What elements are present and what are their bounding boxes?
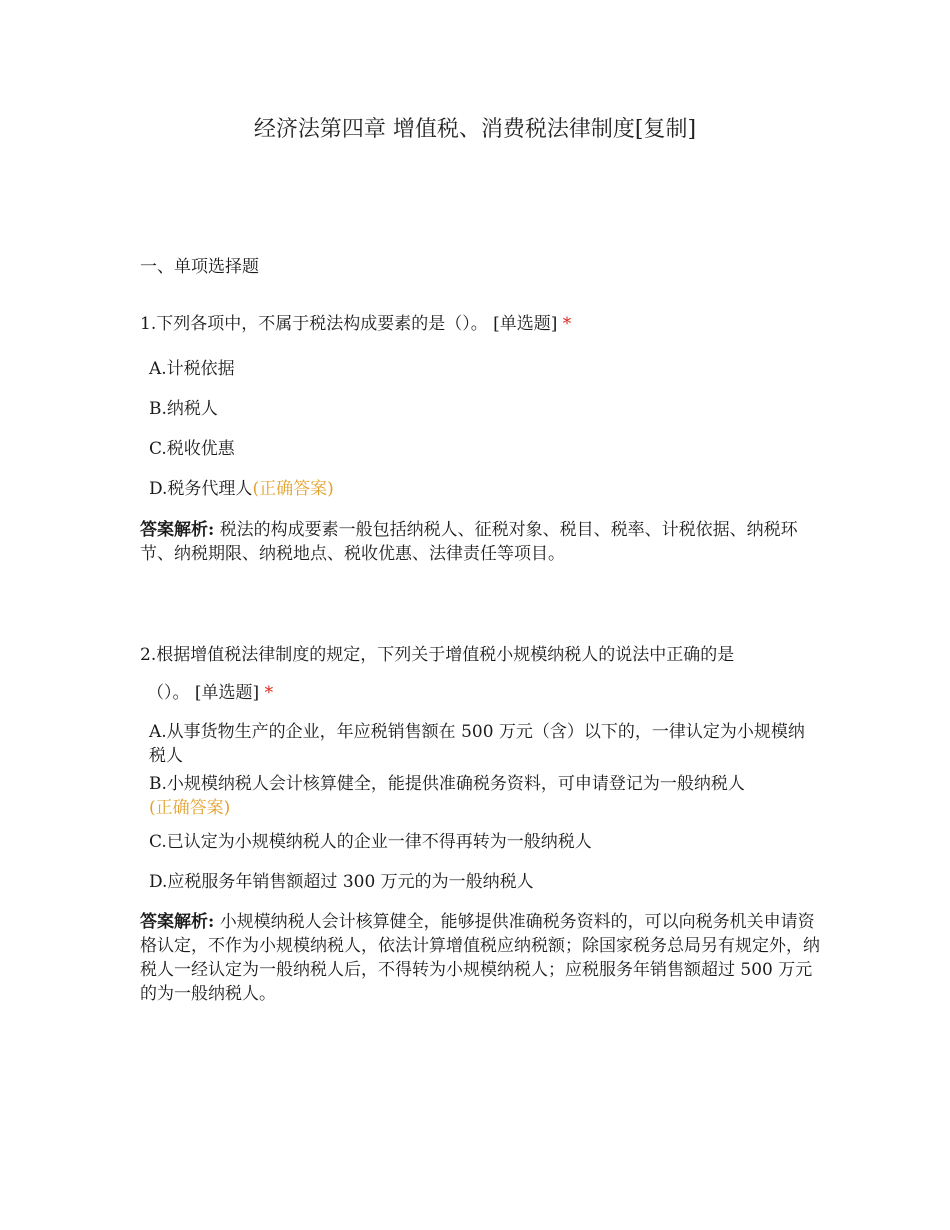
q2-analysis — [140, 910, 820, 1006]
analysis-label: 答案解析: — [140, 912, 215, 932]
question-1-stem — [140, 312, 820, 336]
question-2-stem-line2 — [147, 681, 827, 705]
q1-analysis-text: 税法的构成要素一般包括纳税人、征税对象、税目、税率、计税依据、纳税环节、纳税期限、纳税地点、税收优惠、法律责任等项目。 — [140, 520, 798, 564]
analysis-label: 答案解析: — [140, 520, 215, 540]
q2-option-b[interactable] — [149, 772, 809, 820]
document-title: 经济法第四章 增值税、消费税法律制度[复制] — [253, 117, 697, 142]
q1-option-d[interactable] — [149, 477, 809, 501]
q1-option-c[interactable]: C.税收优惠 — [149, 439, 235, 459]
question-1-text: 1.下列各项中，不属于税法构成要素的是（）。 [单选题] — [140, 314, 563, 334]
q1-option-d-text: D.税务代理人 — [149, 479, 253, 499]
required-mark: * — [562, 314, 572, 334]
q1-option-b[interactable]: B.纳税人 — [149, 399, 218, 419]
q2-option-c[interactable]: C.已认定为小规模纳税人的企业一律不得再转为一般纳税人 — [149, 832, 592, 852]
question-2-stem-line1: 2.根据增值税法律制度的规定，下列关于增值税小规模纳税人的说法中正确的是 — [140, 645, 735, 665]
q1-analysis — [140, 518, 820, 566]
section-heading: 一、单项选择题 — [140, 257, 259, 277]
correct-answer-tag: (正确答案) — [149, 798, 231, 818]
question-2-text: （）。 [单选题] — [147, 683, 265, 703]
q2-option-a[interactable]: A.从事货物生产的企业，年应税销售额在 500 万元（含）以下的，一律认定为小规模纳税人 — [149, 722, 805, 766]
correct-answer-tag: (正确答案) — [252, 479, 334, 499]
q2-analysis-text: 小规模纳税人会计核算健全，能够提供准确税务资料的，可以向税务机关申请资格认定，不作为小规模纳税人，依法计算增值税应纳税额；除国家税务总局另有规定外，纳税人一经认定为一般纳税人后，不得转为小规模纳税人；应税服务年销售额超过 500 万元的为一般纳税人。 — [140, 912, 820, 1004]
q1-option-a[interactable]: A.计税依据 — [149, 359, 235, 379]
q2-option-d[interactable]: D.应税服务年销售额超过 300 万元的为一般纳税人 — [149, 872, 534, 892]
required-mark: * — [264, 683, 274, 703]
q2-option-b-text: B.小规模纳税人会计核算健全，能提供准确税务资料，可申请登记为一般纳税人 — [149, 774, 745, 794]
